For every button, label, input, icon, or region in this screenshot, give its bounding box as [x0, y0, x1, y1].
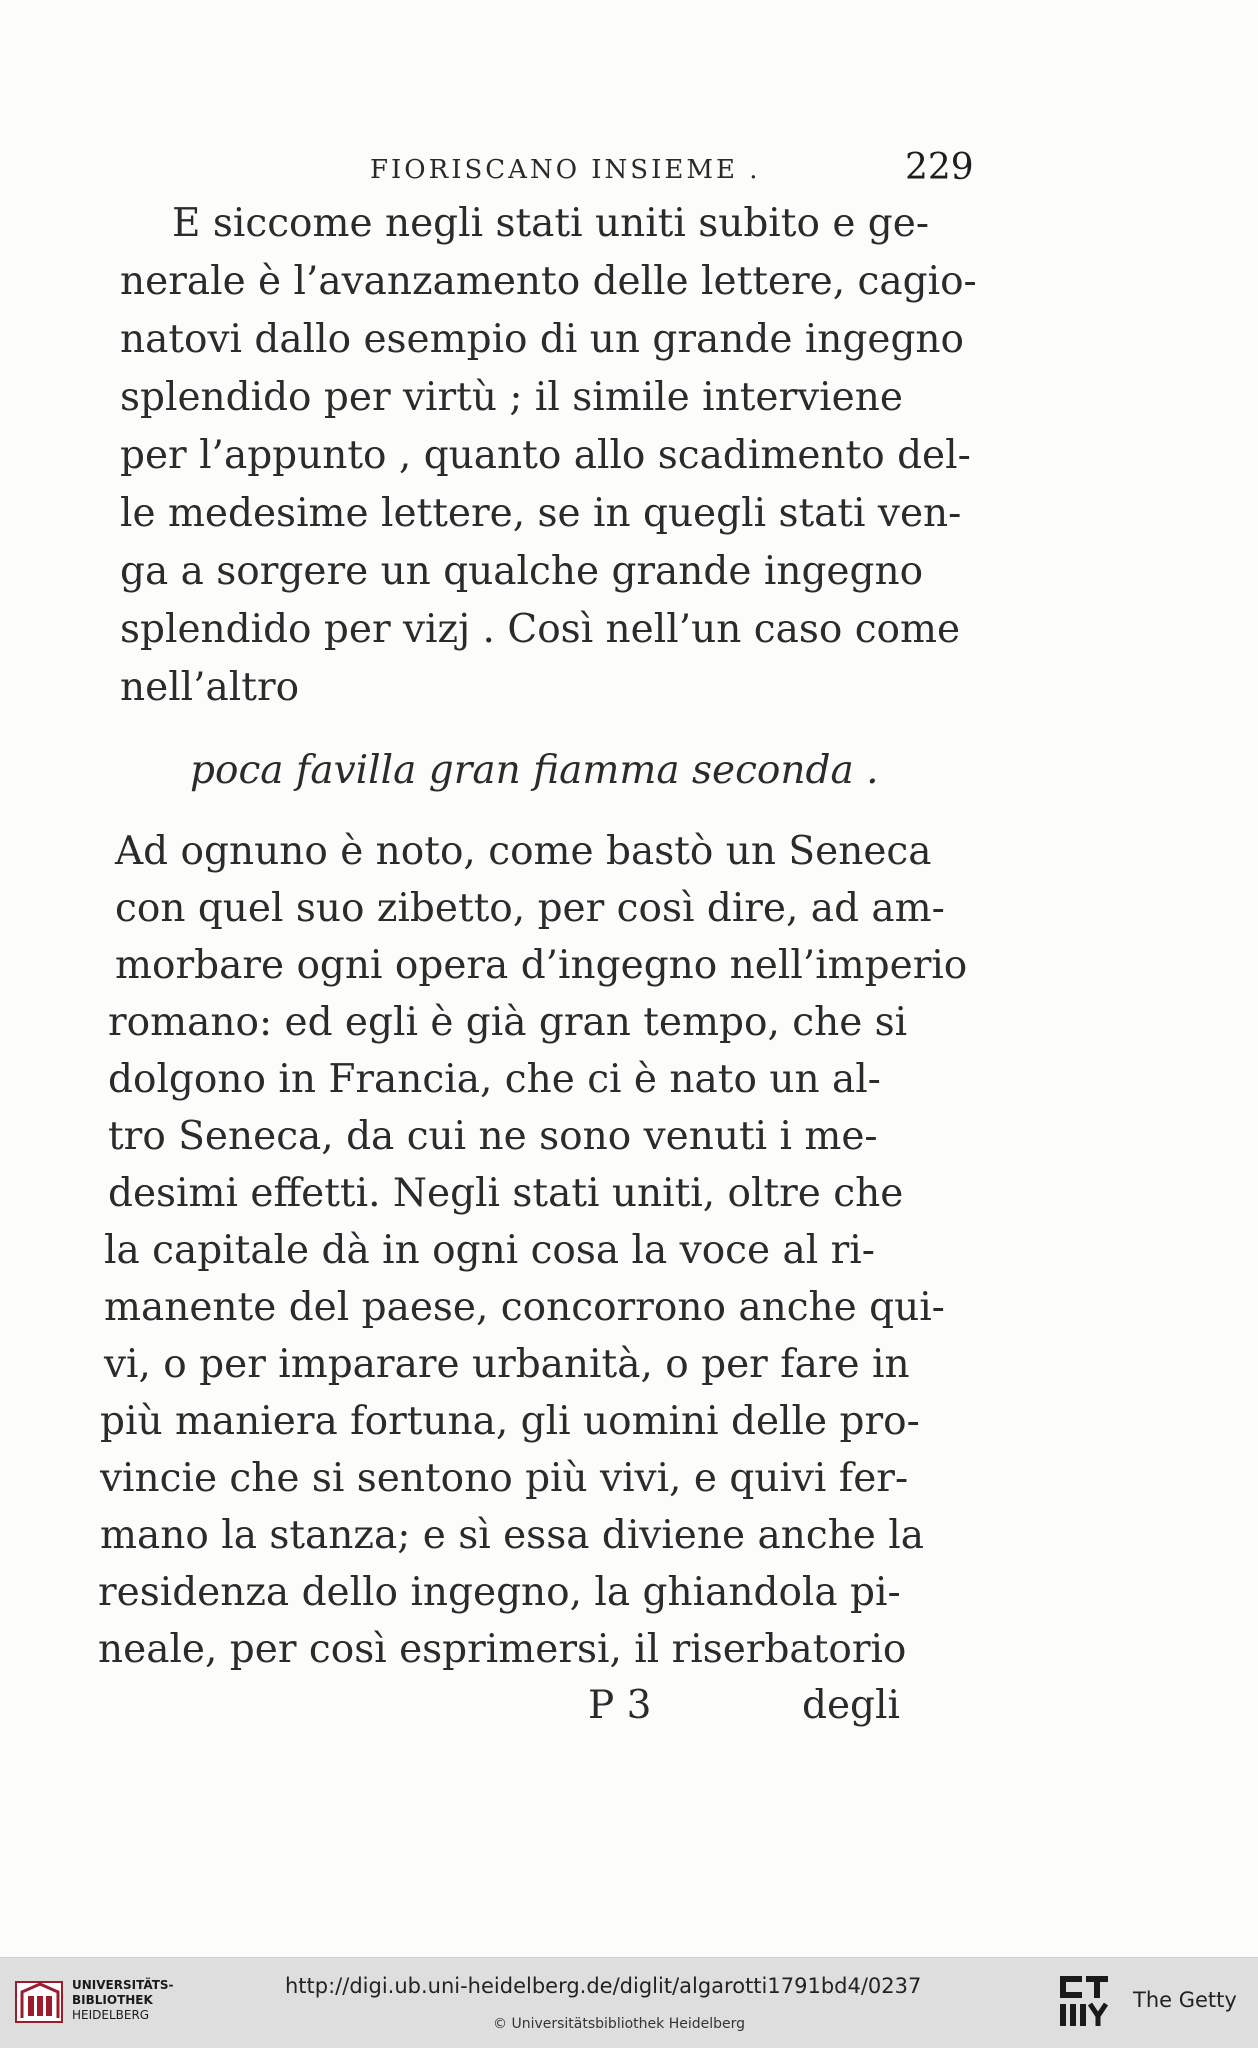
text-line: ga a sorgere un qualche grande ingegno — [120, 549, 924, 594]
text-line: morbare ogni opera d’ingegno nell’imperio — [115, 943, 968, 988]
text-line: splendido per vizj . Così nell’un caso come — [120, 607, 961, 652]
page-number: 229 — [905, 147, 974, 188]
catchword: degli — [802, 1683, 900, 1728]
text-line: con quel suo zibetto, per così dire, ad am- — [115, 886, 945, 931]
text-line: più maniera fortuna, gli uomini delle pro- — [100, 1399, 920, 1444]
university-library-logo-icon — [14, 1978, 66, 2026]
text-line: romano: ed egli è già gran tempo, che si — [108, 1000, 908, 1045]
text-line: dolgono in Francia, che ci è nato un al- — [108, 1057, 881, 1102]
text-line: tro Seneca, da cui ne sono venuti i me- — [108, 1114, 878, 1159]
library-line-2: BIBLIOTHEK — [72, 1993, 153, 2007]
text-line: nerale è l’avanzamento delle lettere, cagio- — [120, 259, 977, 304]
text-line: le medesime lettere, se in quegli stati ven- — [120, 491, 962, 536]
verse-quote: poca favilla gran fiamma seconda . — [190, 748, 879, 793]
text-line: vincie che si sentono più vivi, e quivi fer- — [100, 1456, 909, 1501]
university-library-name — [72, 1978, 174, 2023]
text-line: residenza dello ingegno, la ghiandola pi- — [98, 1570, 901, 1615]
running-head-title: FIORISCANO INSIEME . — [370, 155, 761, 185]
text-line: neale, per così esprimersi, il riserbatorio — [98, 1627, 907, 1672]
text-line: manente del paese, concorrono anche qui- — [104, 1285, 945, 1330]
permalink-url[interactable]: http://digi.ub.uni-heidelberg.de/diglit/algarotti1791bd4/0237 — [285, 1974, 922, 1998]
getty-logo-icon — [1058, 1974, 1110, 2030]
copyright-notice: © Universitätsbibliothek Heidelberg — [493, 2016, 746, 2032]
text-line: Ad ognuno è noto, come bastò un Seneca — [115, 829, 932, 874]
text-line: la capitale dà in ogni cosa la voce al ri- — [104, 1228, 875, 1273]
text-line: desimi effetti. Negli stati uniti, oltre che — [108, 1171, 904, 1216]
library-line-3: HEIDELBERG — [72, 2008, 150, 2022]
text-line: vi, o per imparare urbanità, o per fare in — [104, 1342, 910, 1387]
viewer-footer — [0, 1957, 1258, 2048]
getty-label: The Getty — [1133, 1988, 1237, 2012]
library-line-1: UNIVERSITÄTS- — [72, 1978, 174, 1992]
running-head — [0, 147, 1258, 195]
text-line: E siccome negli stati uniti subito e ge- — [172, 201, 930, 246]
text-line: nell’altro — [120, 665, 300, 710]
text-line: splendido per virtù ; il simile interviene — [120, 375, 903, 420]
text-line: mano la stanza; e sì essa diviene anche la — [100, 1513, 925, 1558]
text-line: per l’appunto , quanto allo scadimento del- — [120, 433, 971, 478]
signature-mark: P 3 — [588, 1683, 652, 1728]
text-line: natovi dallo esempio di un grande ingegno — [120, 317, 965, 362]
